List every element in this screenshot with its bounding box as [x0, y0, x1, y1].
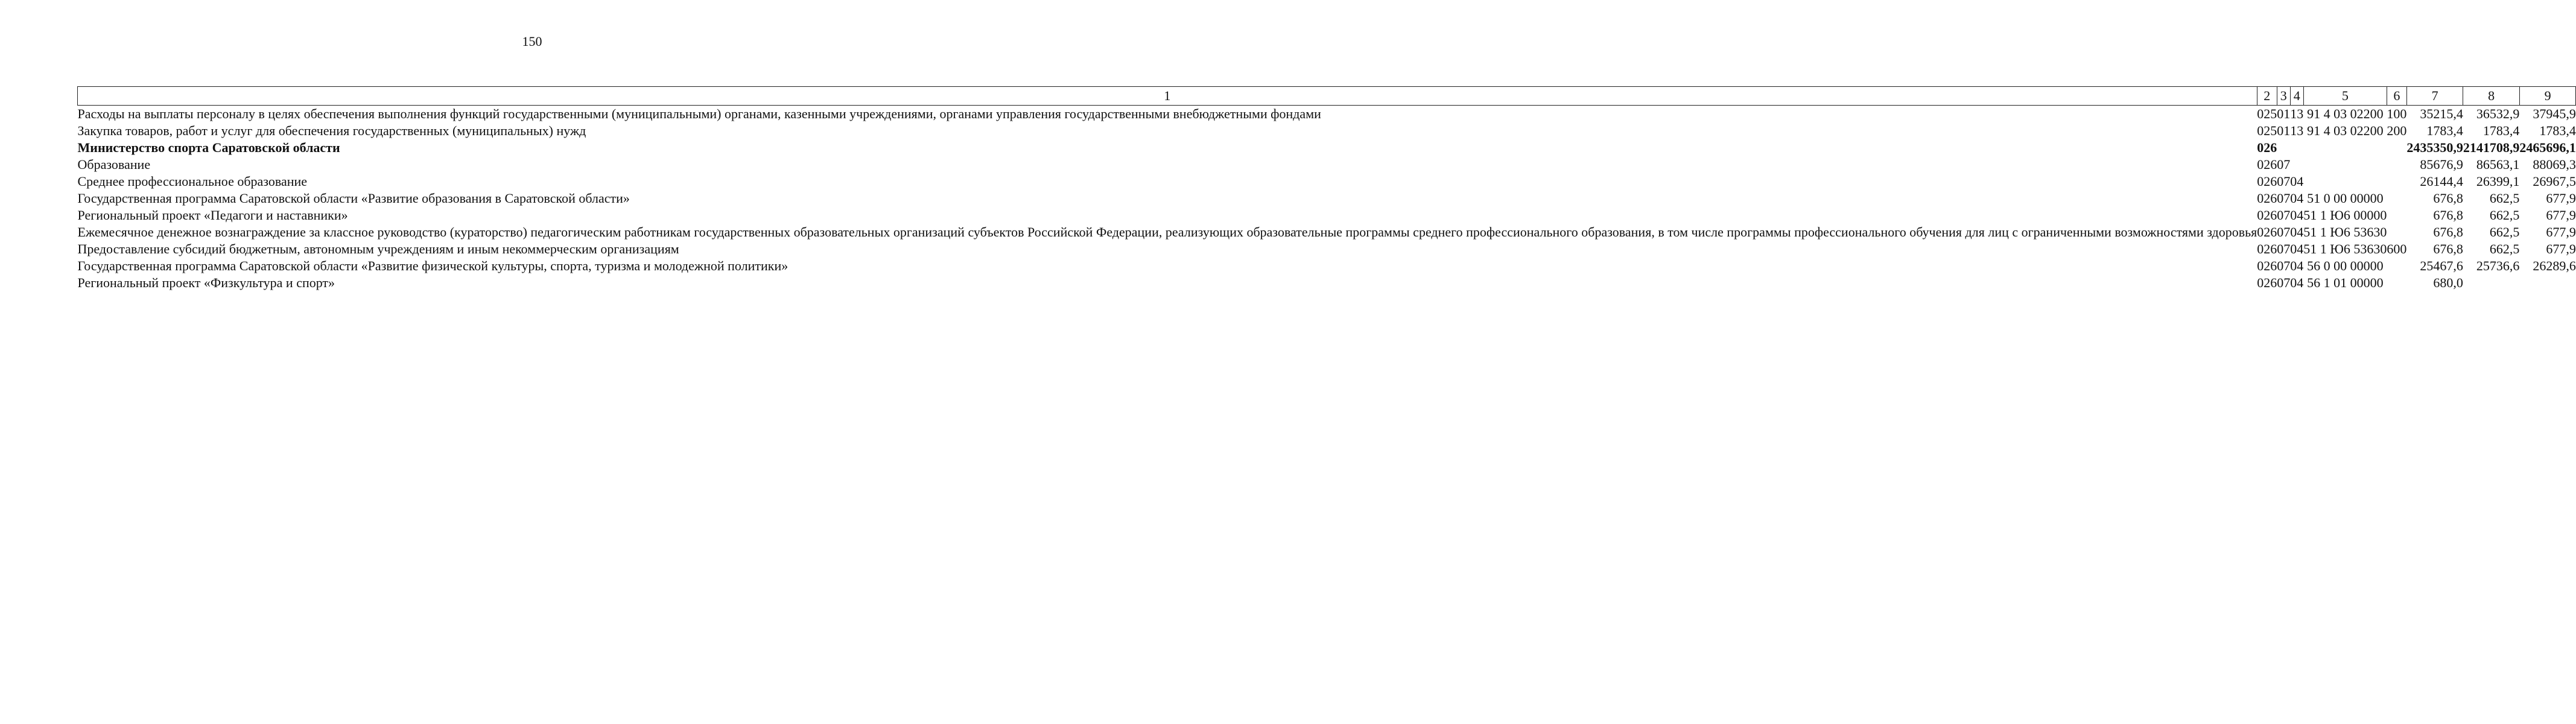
row-expense-type	[2387, 190, 2406, 207]
row-amount-year2: 2141708,9	[2463, 140, 2520, 155]
row-name: Ежемесячное денежное вознаграждение за классное руководство (кураторство) педагогическим работникам государственных образовательных организаций субъектов Российской Федерации, реализующих образовательные программы среднего профессионального образования, в том числе программы профессионального обучения для лиц с ограниченными возможностями здоровья	[77, 224, 2257, 240]
row-expense-type	[2387, 173, 2406, 190]
row-target-code	[2303, 156, 2387, 173]
header-cell: 4	[2290, 87, 2303, 106]
row-name: Предоставление субсидий бюджетным, автономным учреждениям и иным некоммерческим организациям	[77, 241, 679, 256]
row-name: Среднее профессиональное образование	[77, 174, 308, 189]
row-name: Региональный проект «Педагоги и наставники»	[77, 208, 348, 223]
row-expense-type: 200	[2387, 123, 2407, 138]
row-target-code	[2303, 139, 2387, 156]
table-row	[78, 258, 2576, 275]
row-amount-year1: 25467,6	[2420, 258, 2463, 273]
row-name: Образование	[77, 157, 151, 172]
header-row	[78, 87, 2576, 106]
row-amount-year3: 26289,6	[2533, 258, 2576, 273]
row-expense-type	[2387, 207, 2406, 224]
row-amount-year3: 2465696,1	[2519, 140, 2576, 155]
row-section	[2277, 139, 2290, 156]
row-target-code: 91 4 03 02200	[2307, 106, 2384, 121]
row-expense-type	[2387, 139, 2406, 156]
row-amount-year3	[2519, 275, 2576, 291]
row-amount-year3: 677,9	[2546, 191, 2576, 206]
row-amount-year2	[2463, 275, 2520, 291]
row-subsection: 04	[2290, 241, 2304, 256]
table-row	[78, 106, 2576, 123]
row-amount-year1: 26144,4	[2420, 174, 2463, 189]
row-subsection: 04	[2290, 258, 2304, 273]
row-section: 07	[2277, 208, 2291, 223]
row-amount-year1: 676,8	[2433, 208, 2463, 223]
table-body	[78, 106, 2576, 292]
row-target-code: 56 1 01 00000	[2307, 275, 2384, 290]
row-amount-year3: 677,9	[2546, 208, 2576, 223]
row-subsection: 04	[2290, 275, 2304, 290]
row-code: 026	[2257, 157, 2277, 172]
table-row	[78, 224, 2576, 241]
row-target-code: 51 0 00 00000	[2307, 191, 2384, 206]
header-cell: 6	[2387, 87, 2406, 106]
row-name: Государственная программа Саратовской области «Развитие физической культуры, спорта, туризма и молодежной политики»	[77, 258, 788, 273]
row-code: 026	[2257, 224, 2277, 240]
header-cell: 5	[2303, 87, 2387, 106]
row-amount-year1: 680,0	[2433, 275, 2463, 290]
row-subsection: 04	[2290, 174, 2304, 189]
row-expense-type	[2387, 156, 2406, 173]
row-subsection	[2290, 139, 2303, 156]
header-cell: 7	[2406, 87, 2463, 106]
table-row	[78, 207, 2576, 224]
row-code: 026	[2257, 241, 2277, 256]
row-code: 026	[2257, 208, 2277, 223]
row-amount-year2: 1783,4	[2482, 123, 2520, 138]
row-code: 026	[2257, 191, 2277, 206]
table-row	[78, 173, 2576, 190]
row-name: Государственная программа Саратовской области «Развитие образования в Саратовской области»	[77, 191, 630, 206]
row-amount-year2: 26399,1	[2476, 174, 2520, 189]
row-expense-type	[2387, 258, 2406, 275]
row-target-code: 91 4 03 02200	[2307, 123, 2384, 138]
row-subsection: 04	[2290, 224, 2304, 240]
row-section: 07	[2277, 191, 2291, 206]
row-expense-type	[2387, 275, 2406, 291]
row-amount-year2: 86563,1	[2476, 157, 2520, 172]
row-amount-year2: 25736,6	[2476, 258, 2520, 273]
row-section: 07	[2277, 224, 2291, 240]
table-row	[78, 275, 2576, 291]
row-code: 026	[2257, 140, 2277, 155]
table-row	[78, 156, 2576, 173]
table-row	[78, 139, 2576, 156]
row-amount-year2: 662,5	[2489, 208, 2520, 223]
row-amount-year3: 26967,5	[2533, 174, 2576, 189]
page-number: 150	[522, 34, 542, 49]
row-amount-year1: 676,8	[2433, 191, 2463, 206]
row-code: 026	[2257, 258, 2277, 273]
row-target-code: 56 0 00 00000	[2307, 258, 2384, 273]
row-amount-year1: 676,8	[2433, 224, 2463, 240]
row-expense-type: 100	[2387, 106, 2407, 121]
row-amount-year3: 677,9	[2546, 224, 2576, 240]
row-amount-year1: 35215,4	[2420, 106, 2463, 121]
row-section: 01	[2277, 123, 2291, 138]
header-cell: 3	[2277, 87, 2290, 106]
row-expense-type	[2387, 224, 2406, 241]
row-target-code: 51 1 Ю6 53630	[2303, 241, 2387, 256]
row-target-code	[2303, 173, 2387, 190]
row-name: Министерство спорта Саратовской области	[77, 140, 340, 155]
row-amount-year1: 85676,9	[2420, 157, 2463, 172]
row-target-code: 51 1 Ю6 00000	[2303, 208, 2387, 223]
row-amount-year3: 1783,4	[2539, 123, 2576, 138]
row-amount-year3: 37945,9	[2533, 106, 2576, 121]
row-target-code: 51 1 Ю6 53630	[2303, 224, 2387, 240]
row-code: 025	[2257, 123, 2277, 138]
header-cell: 2	[2257, 87, 2277, 106]
row-subsection: 13	[2290, 123, 2304, 138]
row-amount-year3: 88069,3	[2533, 157, 2576, 172]
row-subsection: 13	[2290, 106, 2304, 121]
row-section: 07	[2277, 275, 2291, 290]
row-amount-year1: 676,8	[2433, 241, 2463, 256]
row-name: Расходы на выплаты персоналу в целях обеспечения выполнения функций государственными (муниципальными) органами, казенными учреждениями, органами управления государственными внебюджетными фондами	[77, 106, 1321, 121]
row-section: 07	[2277, 241, 2291, 256]
row-amount-year2: 662,5	[2489, 191, 2520, 206]
row-amount-year2: 662,5	[2489, 241, 2520, 256]
row-section: 07	[2277, 157, 2291, 172]
row-name: Закупка товаров, работ и услуг для обеспечения государственных (муниципальных) нужд	[77, 123, 586, 138]
row-section: 07	[2277, 258, 2291, 273]
table-row	[78, 122, 2576, 139]
row-amount-year1: 1783,4	[2426, 123, 2463, 138]
row-subsection: 04	[2290, 208, 2304, 223]
table-row	[78, 190, 2576, 207]
row-amount-year2: 36532,9	[2476, 106, 2520, 121]
header-cell: 1	[78, 87, 2257, 106]
row-code: 025	[2257, 106, 2277, 121]
row-expense-type: 600	[2387, 241, 2407, 256]
table-row	[78, 241, 2576, 258]
row-section: 07	[2277, 174, 2291, 189]
header-cell: 8	[2463, 87, 2520, 106]
row-code: 026	[2257, 275, 2277, 290]
row-name: Региональный проект «Физкультура и спорт»	[77, 275, 335, 290]
header-cell: 9	[2519, 87, 2576, 106]
row-subsection: 04	[2290, 191, 2304, 206]
row-section: 01	[2277, 106, 2291, 121]
budget-table	[77, 86, 2576, 291]
row-amount-year2: 662,5	[2489, 224, 2520, 240]
row-code: 026	[2257, 174, 2277, 189]
row-subsection	[2290, 156, 2303, 173]
row-amount-year3: 677,9	[2546, 241, 2576, 256]
row-amount-year1: 2435350,9	[2406, 140, 2463, 155]
